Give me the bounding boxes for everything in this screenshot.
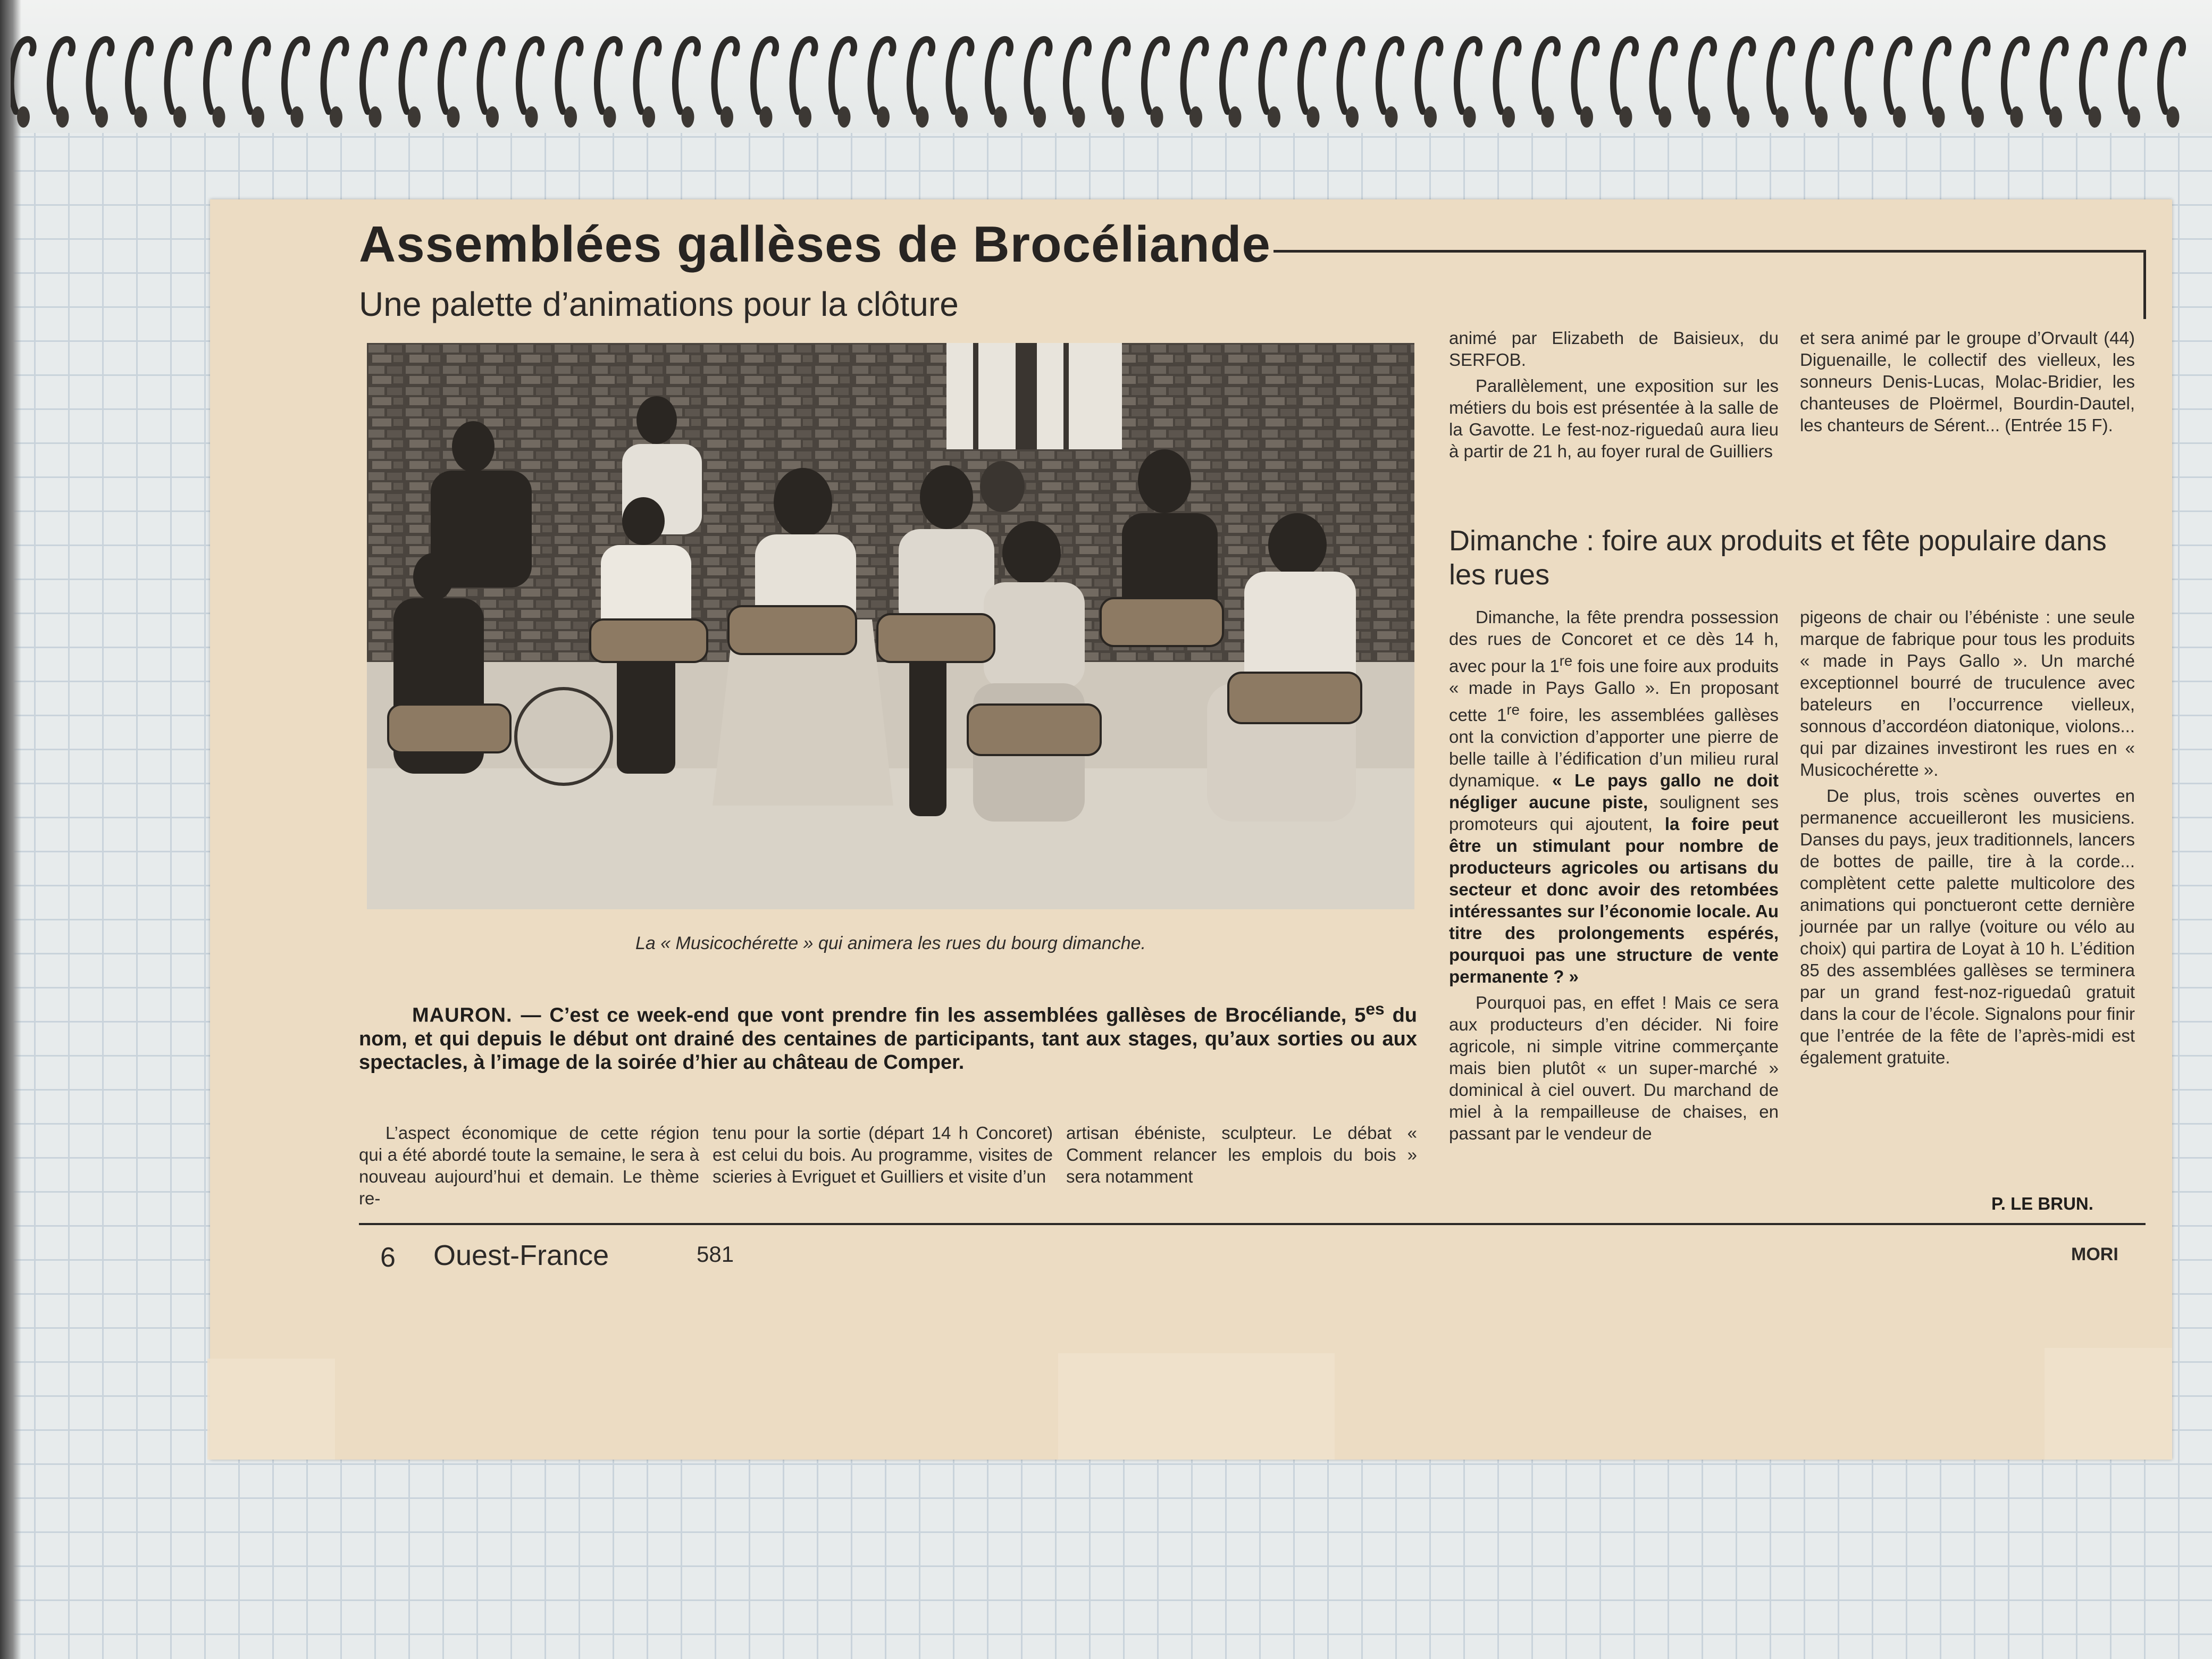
spiral-hole	[1189, 106, 1202, 128]
column-text: L’aspect économique de cette région qui a été abordé toute la semaine, le sera à nouveau aujourd’hui et demain. Le thème re-	[359, 1123, 699, 1208]
spiral-coil	[1574, 39, 1597, 112]
spiral-hole	[213, 106, 225, 128]
spiral-coil	[675, 39, 698, 112]
spiral-coil	[910, 39, 932, 112]
spiral-hole	[1424, 106, 1437, 128]
spiral-coil	[871, 39, 893, 112]
spiral-coil	[753, 39, 776, 112]
spiral-coil	[1262, 39, 1284, 112]
article-column-3	[1066, 1122, 1417, 1192]
group-photo	[367, 343, 1414, 909]
spiral-hole	[135, 106, 147, 128]
spiral-hole	[564, 106, 577, 128]
article-column-6	[1449, 606, 1779, 1149]
spiral-coil	[558, 39, 581, 112]
spiral-coil	[1809, 39, 1831, 112]
spiral-hole	[1932, 106, 1945, 128]
newspaper-clipping	[210, 199, 2172, 1460]
spiral-coil	[636, 39, 659, 112]
column-text: De plus, trois scènes ouvertes en permanence accueilleront les musiciens. Danses du pays, jeux traditionnels, lancers de bottes de paille, tire à la corde... complètent cette palette multicolore des animations qui ponctueront cette dernière journée par un rallye (voiture ou vélo au choix) qui partira de Loyat à 10 h. L’édition 85 des assemblées gallèses se terminera par un grand fest-noz-riguedaû gratuit dans la cour de l’école. Signalons pour finir que l’entrée de la fête de l’après-midi est également gratuite.	[1800, 786, 2135, 1067]
notebook-edge-shadow	[0, 0, 21, 1659]
article-column-1	[359, 1122, 699, 1213]
spiral-hole	[17, 106, 30, 128]
spiral-hole	[1658, 106, 1671, 128]
spiral-hole	[1268, 106, 1280, 128]
photo-illustration	[367, 343, 1414, 909]
spiral-hole	[1346, 106, 1359, 128]
spiral-coil	[1379, 39, 1401, 112]
spiral-hole	[1815, 106, 1828, 128]
column-paragraph: Dimanche, la fête prendra possession des rues de Concoret et ce dès 14 h, avec pour la 1re fois une foire aux produits « made in Pays Gallo ». En proposant cette 1re foire, les assemblées gallèses ont la conviction d’apporter une pierre de belle taille à l’édification d’un milieu rural dynamique. « Le pays gallo ne doit négliger aucune piste, soulignent ses promoteurs qui ajoutent, la foire peut être un stimulant pour nombre de producteurs agricoles ou artisans du secteur et donc avoir des retombées intéressantes sur l’économie locale. Au titre des prolongements espérés, pourquoi pas une structure de vente permanente ? »	[1449, 607, 1779, 986]
tape-strip	[1058, 1353, 1335, 1460]
column-text: Pourquoi pas, en effet ! Mais ce sera aux producteurs d’en décider. Ni foire agricole, ni simple vitrine commerçante mais bien plutôt « un super-marché » dominical à ciel ouvert. Du marchand de miel à la rempailleuse de chaises, en passant par le vendeur de	[1449, 993, 1779, 1143]
lead-place: MAURON. —	[412, 1004, 542, 1027]
spiral-coil	[2122, 39, 2144, 112]
spiral-hole	[1776, 106, 1789, 128]
spiral-coil	[1184, 39, 1206, 112]
spiral-coil	[1340, 39, 1362, 112]
spiral-hole	[1385, 106, 1398, 128]
headline-rule	[1273, 250, 2146, 253]
spiral-hole	[252, 106, 264, 128]
spiral-hole	[330, 106, 342, 128]
spiral-hole	[1151, 106, 1163, 128]
spiral-coil	[1535, 39, 1557, 112]
spiral-coil	[363, 39, 385, 112]
spiral-coil	[519, 39, 541, 112]
spiral-hole	[1502, 106, 1515, 128]
spiral-coil	[1496, 39, 1519, 112]
spiral-coil	[1926, 39, 1948, 112]
spiral-coil	[50, 39, 72, 112]
author-signature: P. LE BRUN.	[1991, 1194, 2093, 1213]
spiral-hole	[408, 106, 421, 128]
spiral-coil	[988, 39, 1010, 112]
spiral-coil	[206, 39, 229, 112]
spiral-hole	[95, 106, 108, 128]
spiral-hole	[799, 106, 811, 128]
spiral-hole	[1893, 106, 1906, 128]
footer-edition: MORI	[2071, 1244, 2118, 1264]
spiral-hole	[2049, 106, 2062, 128]
spiral-coil	[2160, 39, 2183, 112]
spiral-coil	[480, 39, 502, 112]
spiral-hole	[720, 106, 733, 128]
spiral-coil	[2043, 39, 2066, 112]
spiral-hole	[2010, 106, 2023, 128]
spiral-coil	[1418, 39, 1440, 112]
spiral-coil	[1457, 39, 1479, 112]
spiral-hole	[173, 106, 186, 128]
spiral-hole	[642, 106, 655, 128]
lead-paragraph	[359, 997, 1417, 1074]
spiral-coil	[1653, 39, 1675, 112]
column-text: animé par Elizabeth de Baisieux, du SERFOB.	[1449, 328, 1779, 370]
spiral-hole	[525, 106, 538, 128]
spiral-hole	[916, 106, 929, 128]
newspaper-name: Ouest-France	[433, 1239, 609, 1271]
spiral-hole	[1620, 106, 1632, 128]
spiral-coil	[441, 39, 463, 112]
spiral-hole	[1737, 106, 1749, 128]
spiral-hole	[1307, 106, 1320, 128]
subheadline: Une palette d’animations pour la clôture	[359, 285, 959, 323]
spiral-hole	[1111, 106, 1124, 128]
spiral-coil	[597, 39, 619, 112]
tape-strip	[2045, 1348, 2172, 1460]
article-column-7	[1800, 606, 2135, 1073]
spiral-hole	[369, 106, 382, 128]
spiral-coil	[1731, 39, 1753, 112]
lead-text: C’est ce week-end que vont prendre fin les assemblées gallèses de Brocéliande, 5	[541, 1004, 1366, 1027]
section-subtitle: Dimanche : foire aux produits et fête populaire dans les rues	[1449, 525, 2107, 591]
spiral-hole	[1971, 106, 1984, 128]
spiral-hole	[1698, 106, 1711, 128]
spiral-coil	[1965, 39, 1988, 112]
column-text: tenu pour la sortie (départ 14 h Concoret) est celui du bois. Au programme, visites de scieries à Evriguet et Guilliers et visite d’un	[713, 1123, 1053, 1186]
spiral-coil	[1301, 39, 1323, 112]
spiral-hole	[1033, 106, 1046, 128]
spiral-hole	[291, 106, 304, 128]
spiral-coil	[89, 39, 112, 112]
spiral-hole	[2089, 106, 2101, 128]
spiral-coil	[1027, 39, 1050, 112]
issue-number: 581	[697, 1242, 734, 1267]
spiral-hole	[760, 106, 773, 128]
spiral-coil	[1222, 39, 1245, 112]
spiral-coil	[1105, 39, 1128, 112]
spiral-coil	[324, 39, 346, 112]
column-text: pigeons de chair ou l’ébéniste : une seule marque de fabrique pour tous les produits « made in Pays Gallo ». Un marché exceptionnel bourré de truculence avec bateleurs en l’occurrence vielleux, sonnous d’accordéon diatonique, violons... qui par dizaines investiront les rues en « Musicochérette ».	[1800, 607, 2135, 780]
spiral-hole	[2167, 106, 2180, 128]
column-text: Parallèlement, une exposition sur les métiers du bois est présentée à la salle de la Gavotte. Le fest-noz-riguedaû aura lieu à partir de 21 h, au foyer rural de Guilliers	[1449, 376, 1779, 461]
spiral-hole	[1854, 106, 1867, 128]
spiral-coil	[832, 39, 854, 112]
spiral-coil	[1144, 39, 1167, 112]
spiral-hole	[1463, 106, 1476, 128]
spiral-hole	[56, 106, 69, 128]
headline-rule-corner	[2143, 250, 2146, 319]
lead-text-continued: du nom, et qui depuis le début ont drainé des centaines de participants, tant aux stages, qu’aux sorties ou aux spectacles, à l’image de la soirée d’hier au château de Comper.	[359, 1004, 1417, 1074]
spiral-hole	[604, 106, 616, 128]
spiral-binding	[11, 32, 2207, 154]
spiral-hole	[486, 106, 499, 128]
spiral-hole	[682, 106, 694, 128]
spiral-coil	[1887, 39, 1909, 112]
spiral-coil	[167, 39, 190, 112]
tape-strip	[207, 1359, 335, 1460]
spiral-coil	[793, 39, 815, 112]
spiral-coil	[246, 39, 268, 112]
article-column-5	[1800, 327, 2135, 440]
spiral-hole	[877, 106, 890, 128]
spiral-hole	[1229, 106, 1242, 128]
spiral-coil	[1613, 39, 1636, 112]
article-column-4	[1449, 327, 1779, 466]
page-number: 6	[380, 1242, 396, 1273]
spiral-hole	[955, 106, 968, 128]
spiral-hole	[447, 106, 460, 128]
spiral-coil	[11, 39, 33, 112]
spiral-coil	[2082, 39, 2105, 112]
spiral-coil	[2004, 39, 2026, 112]
spiral-coil	[1066, 39, 1088, 112]
spiral-hole	[1541, 106, 1554, 128]
spiral-coil	[284, 39, 307, 112]
column-text: artisan ébéniste, sculpteur. Le débat « Comment relancer les emplois du bois » sera notamment	[1066, 1123, 1417, 1186]
headline: Assemblées gallèses de Brocéliande	[359, 216, 1271, 273]
spiral-coil	[1770, 39, 1792, 112]
column-text: et sera animé par le groupe d’Orvault (44) Diguenaille, le collectif des vielleux, les sonneurs Denis-Lucas, Molac-Bridier, les chanteuses de Ploërmel, Bourdin-Dautel, les chanteurs de Sérent... (Entrée 15 F).	[1800, 328, 2135, 435]
spiral-hole	[1073, 106, 1085, 128]
spiral-hole	[994, 106, 1007, 128]
spiral-coil	[715, 39, 737, 112]
spiral-hole	[2127, 106, 2140, 128]
spiral-coil	[402, 39, 424, 112]
spiral-coil	[949, 39, 971, 112]
lead-superscript: es	[1365, 999, 1385, 1018]
spiral-coil	[1691, 39, 1714, 112]
spiral-hole	[1580, 106, 1593, 128]
spiral-hole	[838, 106, 851, 128]
footer-rule	[359, 1223, 2146, 1225]
spiral-coil	[1848, 39, 1870, 112]
photo-caption: La « Musicochérette » qui animera les rues du bourg dimanche.	[635, 933, 1146, 953]
spiral-coil	[128, 39, 150, 112]
article-column-2	[713, 1122, 1053, 1192]
